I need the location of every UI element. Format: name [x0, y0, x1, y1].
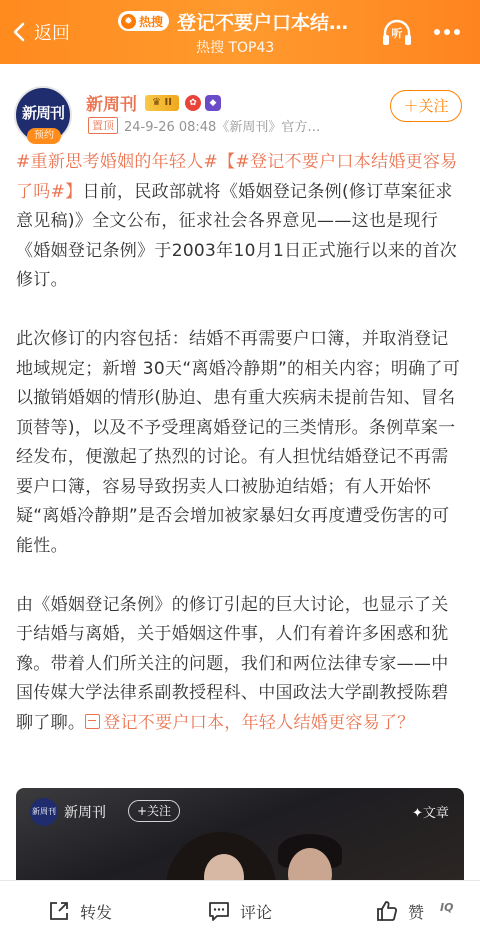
ellipsis-icon — [432, 20, 462, 44]
channel-logo: 新周刊 — [30, 798, 58, 826]
listen-button[interactable] — [381, 17, 413, 49]
bottom-action-bar — [0, 880, 480, 939]
shield-icon: ◆ — [205, 95, 221, 111]
like-label: 赞 — [408, 902, 425, 922]
repost-icon — [48, 900, 70, 922]
post-meta — [88, 116, 320, 135]
chevron-left-icon — [10, 21, 30, 43]
hashtag-link[interactable]: #重新思考婚姻的年轻人# — [16, 152, 219, 172]
level-badge: ♛ II — [145, 95, 179, 111]
author-name[interactable]: 新周刊 — [86, 95, 137, 115]
reserve-badge: 预约 — [27, 128, 61, 144]
article-link-label: 登记不要户口本，年轻人结婚更容易了？ — [103, 712, 415, 733]
top-bar — [0, 0, 480, 64]
paragraph-2 — [16, 325, 464, 561]
hot-search-badge — [118, 11, 169, 31]
thumbs-up-icon — [376, 900, 398, 922]
flame-icon: ✹ — [121, 14, 136, 29]
paragraph-3 — [16, 591, 464, 739]
like-button[interactable] — [376, 899, 424, 923]
paragraph-text: 由《婚姻登记条例》的修订引起的巨大讨论，也显示了关于结婚与离婚，关于婚姻这件事，人们有着许多困惑和犹豫。带着人们所关注的问题，我们和两位法律专家——中国传媒大学法律系副教授程科、中国政法大学副教授陈碧聊了聊。 — [16, 594, 449, 733]
repost-label: 转发 — [80, 902, 113, 922]
article-tag[interactable]: ✦文章 — [412, 806, 449, 821]
paragraph-text: 此次修订的内容包括：结婚不再需要户口簿，并取消登记地域规定；新增 30天“离婚冷静期”的相关内容；明确了可以撤销婚姻的情形(胁迫、患有重大疾病未提前告知、冒名顶替等)，以及不予受理离婚登记的三类情形。条例草案一经发布，便激起了热烈的讨论。有人担忧结婚登记不再需要户口簿，容易导致拐卖人口被胁迫结婚；有人开始怀疑“离婚冷静期”是否会增加被家暴妇女再度遭受伤害的可能性。 — [16, 329, 461, 556]
comment-button[interactable] — [208, 899, 272, 923]
repost-button[interactable] — [48, 899, 112, 923]
page-title: 登记不要户口本结… — [177, 11, 349, 34]
topbar-title-group — [118, 8, 368, 57]
corner-watermark: IQ — [440, 901, 454, 914]
page-subtitle: 热搜 TOP43 — [196, 40, 275, 56]
author-row — [86, 90, 221, 115]
post-card — [0, 64, 480, 880]
post-body — [16, 148, 464, 768]
paragraph-1 — [16, 148, 464, 296]
back-button[interactable] — [10, 18, 70, 46]
hashtag-link[interactable]: 【#登记不要户口本结婚更容易了吗#】 — [16, 152, 458, 202]
paragraph-text: 日前，民政部就将《婚姻登记条例(修订草案征求意见稿)》全文公布，征求社会各界意见——这也是现行《婚姻登记条例》于2003年10月1日正式施行以来的首次修订。 — [16, 181, 458, 290]
hot-badge-label: 热搜 — [139, 14, 164, 29]
comment-icon — [208, 900, 230, 922]
post-timestamp-source: 24-9-26 08:48《新周刊》官方… — [124, 120, 321, 135]
listen-label: 听 — [391, 27, 403, 40]
video-follow-button[interactable]: +关注 — [128, 800, 180, 822]
pinned-badge: 置顶 — [88, 117, 118, 134]
avatar[interactable] — [14, 86, 72, 144]
article-link[interactable] — [85, 713, 414, 733]
back-label: 返回 — [34, 23, 70, 44]
article-icon — [85, 714, 100, 729]
channel-name: 新周刊 — [64, 805, 106, 821]
follow-button[interactable]: ＋关注 — [390, 90, 462, 122]
more-button[interactable] — [432, 20, 462, 44]
video-card[interactable] — [16, 788, 464, 880]
comment-label: 评论 — [240, 902, 273, 922]
avatar-logo: 新周刊 — [21, 104, 64, 122]
vip-icon: ✿ — [185, 95, 201, 111]
